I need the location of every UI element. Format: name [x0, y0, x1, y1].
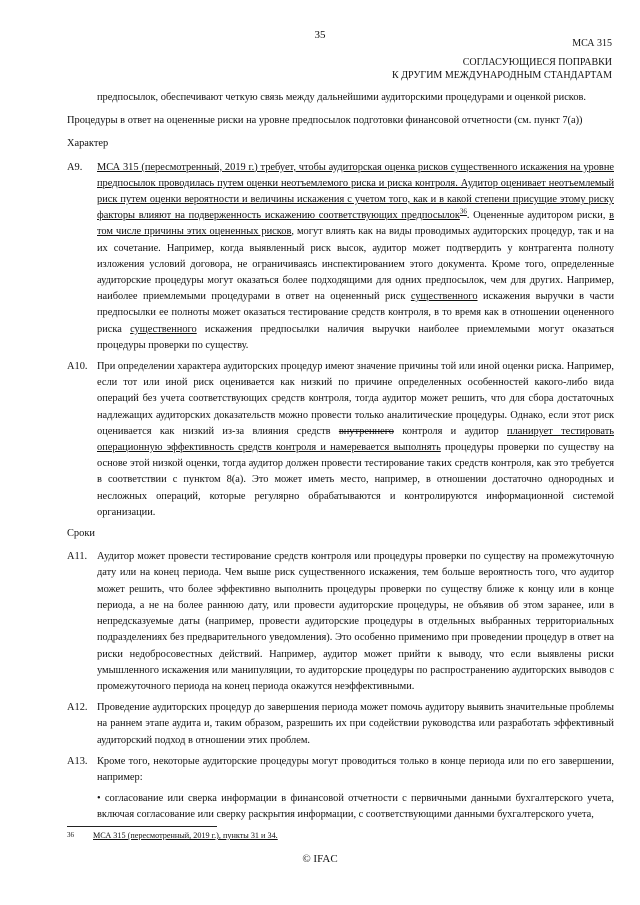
- paragraph-a11: [67, 549, 614, 695]
- page-number: 35: [314, 29, 326, 41]
- paragraph-text: [97, 359, 614, 521]
- subheading-nature: Характер: [67, 138, 109, 150]
- paragraph-a10: [67, 359, 614, 521]
- footnote-divider: [67, 826, 217, 827]
- paragraph-text: Проведение аудиторских процедур до завершения периода может помочь аудитору выявить значительные проблемы на раннем этапе аудита и, таким образом, разрешить их при содействии руководства или разработать эффективный аудиторский подход в отношении этих проблем.: [97, 702, 614, 746]
- text-run: процедуры проверки по существу на основе этой низкой оценки, тогда аудитор должен провести тестирование таких средств контроля, как это требуется в соответствии с пунктом 8(а). Это может иметь место, например, в отношении достаточно однородных и несложных операций, которые регулярно обрабатываются и контролируются информационной системой организации.: [97, 442, 614, 518]
- footnote-reference: 36: [459, 207, 467, 216]
- paragraph-number: A10.: [67, 361, 88, 373]
- paragraph-text: Аудитор может провести тестирование средств контроля или процедуры проверки по существу на промежуточную дату или на конец периода. Чем выше риск существенного искажения, тем больше вероятность того, что аудитор может решить, что более эффективно выполнить процедуры проверки по существу ближе к концу или в конце периода, а не на более раннюю дату, или провести аудиторские процедуры, не объявив об этом заранее, или в непредсказуемые даты (например, провести аудиторские процедуры в отдельных выбранных территориальных подразделениях без предварительного уведомления). Это особенно применимо при проведении процедур в ответ на риски недобросовестных действий. Например, аудитор может прийти к выводу, что если выявлены риски умышленного искажения или манипуляции, то аудиторские процедуры по распространению аудиторских выводов с промежуточного периода на конец периода окажутся неэффективными.: [97, 551, 614, 692]
- standard-code: МСА 315: [572, 38, 612, 49]
- deleted-text: внутреннего: [338, 425, 394, 437]
- text-run: При определении характера аудиторских процедур имеют значение причины той или иной оценки риска. Например, если тот или иной риск оценивается как низкий по причине определенных особенностей какого-либо вида операций без учета соответствующих средств контроля, тогда аудитор может решить, что для сбора достаточных надлежащих аудиторских доказательств можно провести только аналитические процедуры. Однако, если этот риск оценивается как низкий из-за влияния средств: [97, 361, 614, 437]
- footnote-number: 36: [67, 831, 74, 839]
- paragraph-text: [97, 160, 614, 354]
- continued-paragraph: предпосылок, обеспечивают четкую связь между дальнейшими аудиторскими процедурами и оценкой рисков.: [97, 92, 587, 103]
- subheading-timing: Сроки: [67, 528, 95, 540]
- footnote-text: МСА 315 (пересмотренный, 2019 г.), пункты 31 и 34.: [93, 831, 278, 840]
- inserted-text: существенного: [130, 323, 197, 335]
- text-run: контроля и аудитор: [393, 425, 508, 437]
- running-header: [392, 56, 612, 82]
- inserted-text: планирует тестировать операционную эффективность средств контроля и намеревается выполнять: [97, 425, 614, 454]
- paragraph-a13: [67, 754, 614, 786]
- section-title: Процедуры в ответ на оцененные риски на уровне предпосылок подготовки финансовой отчетности (см. пункт 7(а)): [67, 115, 583, 127]
- text-run: искажения выручки в части предпосылки ее полноты может оказаться тестирование средств контроля, в то время как в отношении оцененного риска: [97, 291, 615, 335]
- inserted-text: в том числе причины этих оцененных рисков: [97, 210, 615, 238]
- paragraph-number: A9.: [67, 161, 83, 173]
- inserted-text: МСА 315 (пересмотренный, 2019 г.) требует, чтобы аудиторская оценка рисков существенного искажения на уровне предпосылок проводилась путем оценки неотъемлемого риска и риска контроля. Аудитор оценивает неотъемлемый риск путем оценки вероятности и величины искажения с учетом того, как и в какой степени присущие этому риску факторы влияют на подверженность искажению соответствующих предпосылок: [97, 161, 614, 222]
- bullet-item: • согласование или сверка информации в финансовой отчетности с первичными данными бухгалтерского учета, включая согласование или сверку раскрытия информации, с соответствующими данными бухгалтерского учета,: [97, 793, 614, 821]
- text-run: искажения предпосылки наличия выручки наиболее приемлемыми могут оказаться процедуры проверки по существу.: [97, 323, 615, 351]
- footnote: [67, 831, 278, 840]
- running-header-line2: К ДРУГИМ МЕЖДУНАРОДНЫМ СТАНДАРТАМ: [392, 70, 612, 81]
- document-body: [67, 90, 614, 824]
- text-run: , могут влиять как на виды проводимых аудиторских процедур, так и на их сочетание. Например, когда выявленный риск высок, аудитор может подтвердить у контрагента полноту изложения условий договора, не ограничиваясь инспектированием этого документа. Кроме того, определенные аудиторские процедуры могут оказаться более подходящими для одних предпосылок, чем для других. Например, наиболее приемлемыми процедурами в ответ на оцененный риск: [97, 226, 614, 303]
- copyright-footer: © IFAC: [302, 853, 338, 865]
- paragraph-number: A11.: [67, 551, 88, 563]
- paragraph-a9: [67, 160, 614, 354]
- paragraph-number: A13.: [67, 755, 88, 767]
- inserted-text: существенного: [410, 291, 478, 303]
- paragraph-number: A12.: [67, 702, 88, 714]
- text-run: . Оцененные аудитором риски,: [466, 210, 610, 222]
- running-header-line1: СОГЛАСУЮЩИЕСЯ ПОПРАВКИ: [462, 57, 612, 68]
- paragraph-a12: [67, 700, 614, 749]
- paragraph-text: Кроме того, некоторые аудиторские процедуры могут проводиться только в конце периода или по его завершении, например:: [97, 755, 614, 783]
